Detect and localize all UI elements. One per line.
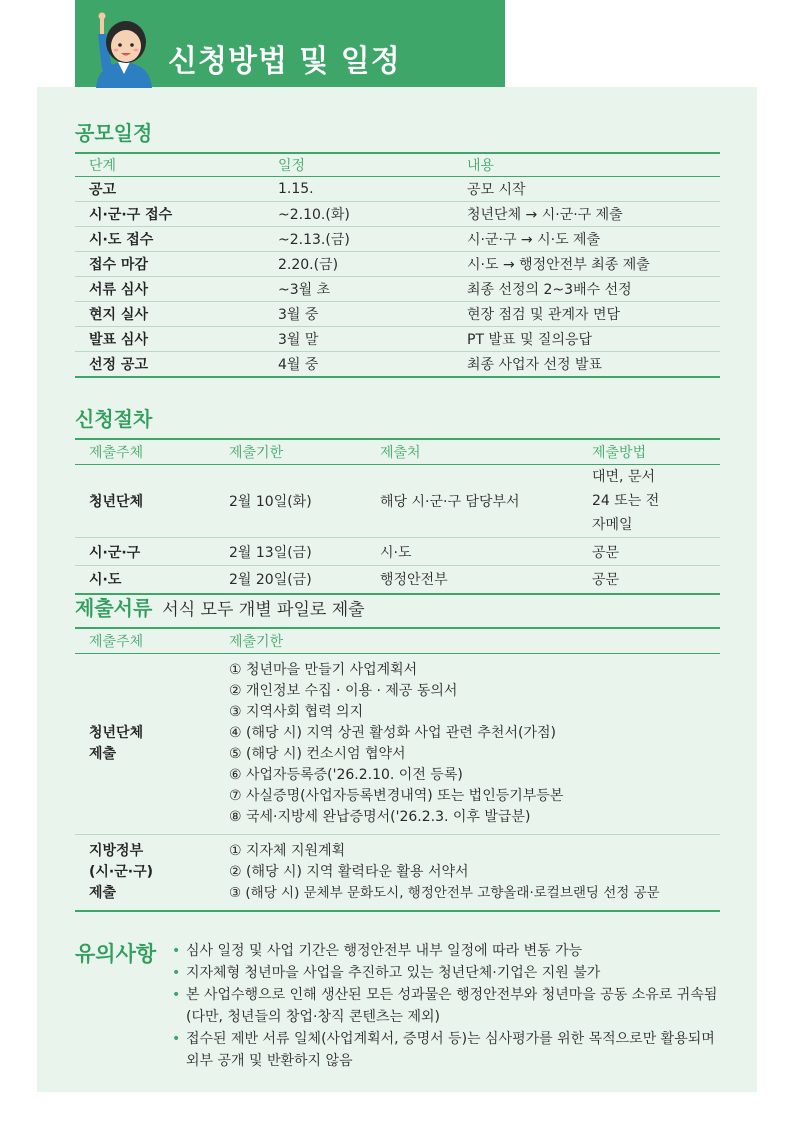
content-cell: 최종 선정의 2~3배수 선정 — [453, 277, 720, 302]
date-cell: 4월 중 — [264, 352, 453, 378]
procedure-table — [75, 438, 720, 595]
list-item: ③ 지역사회 협력 의지 — [229, 704, 364, 720]
document-list-cell — [215, 654, 720, 835]
column-header: 제출기한 — [215, 439, 366, 465]
table-row — [75, 327, 720, 352]
table-row — [75, 538, 720, 566]
date-cell: ~2.13.(금) — [264, 227, 453, 252]
table-row — [75, 465, 720, 538]
stage-cell: 시·도 접수 — [75, 227, 264, 252]
deadline-cell: 2월 10일(화) — [215, 465, 366, 538]
list-item: ② 개인정보 수집 · 이용 · 제공 동의서 — [229, 683, 458, 699]
stage-cell: 선정 공고 — [75, 352, 264, 378]
list-item: • 접수된 제반 서류 일체(사업계획서, 증명서 등)는 심사평가를 위한 목적으로만 활용되며 외부 공개 및 반환하지 않음 — [172, 1028, 732, 1072]
subject-line: 청년단체 — [89, 725, 144, 741]
subject-line: (시·군·구) — [89, 864, 154, 880]
document-list — [229, 660, 720, 828]
list-item: ⑥ 사업자등록증('26.2.10. 이전 등록) — [229, 767, 463, 783]
table-header-row — [75, 153, 720, 177]
stage-cell: 현지 실사 — [75, 302, 264, 327]
content-cell: PT 발표 및 질의응답 — [453, 327, 720, 352]
date-cell: ~2.10.(화) — [264, 202, 453, 227]
date-cell: 2.20.(금) — [264, 252, 453, 277]
list-item: • 본 사업수행으로 인해 생산된 모든 성과물은 행정안전부와 청년마을 공동 소유로 귀속됨(다만, 청년들의 창업·창직 콘텐츠는 제외) — [172, 984, 732, 1028]
list-item: ⑧ 국세·지방세 완납증명서('26.2.3. 이후 발급분) — [229, 809, 531, 825]
subject-cell — [75, 835, 215, 912]
date-cell: 3월 말 — [264, 327, 453, 352]
documents-title: 제출서류 — [75, 596, 153, 620]
table-row — [75, 177, 720, 202]
document-list-cell — [215, 835, 720, 912]
table-row — [75, 566, 720, 594]
documents-subtitle: 서식 모두 개별 파일로 제출 — [162, 600, 365, 620]
list-item: • 지자체형 청년마을 사업을 추진하고 있는 청년단체·기업은 지원 불가 — [172, 962, 732, 984]
subject-cell: 시·도 — [75, 566, 215, 594]
table-header-row — [75, 439, 720, 465]
content-cell: 현장 점검 및 관계자 면담 — [453, 302, 720, 327]
subject-line: 제출 — [89, 885, 117, 901]
schedule-table — [75, 152, 720, 378]
date-cell: ~3월 초 — [264, 277, 453, 302]
stage-cell: 접수 마감 — [75, 252, 264, 277]
subject-cell: 시·군·구 — [75, 538, 215, 566]
content-cell: 시·도 → 행정안전부 최종 제출 — [453, 252, 720, 277]
stage-cell: 공고 — [75, 177, 264, 202]
table-row — [75, 835, 720, 912]
table-header-row — [75, 628, 720, 654]
table-row — [75, 202, 720, 227]
column-header: 제출방법 — [578, 439, 720, 465]
column-header: 제출처 — [366, 439, 578, 465]
table-row — [75, 352, 720, 378]
table-row — [75, 302, 720, 327]
column-header: 일정 — [264, 153, 453, 177]
subject-cell — [75, 654, 215, 835]
column-header: 단계 — [75, 153, 264, 177]
list-item: ⑦ 사실증명(사업자등록변경내역) 또는 법인등기부등본 — [229, 788, 564, 804]
procedure-section-title: 신청절차 — [75, 407, 153, 431]
deadline-cell: 2월 13일(금) — [215, 538, 366, 566]
header-banner — [75, 0, 505, 87]
document-list — [229, 841, 720, 904]
content-cell: 청년단체 → 시·군·구 제출 — [453, 202, 720, 227]
stage-cell: 발표 심사 — [75, 327, 264, 352]
column-header: 내용 — [453, 153, 720, 177]
method-cell: 공문 — [578, 538, 720, 566]
content-cell: 공모 시작 — [453, 177, 720, 202]
destination-cell: 시·도 — [366, 538, 578, 566]
stage-cell: 시·군·구 접수 — [75, 202, 264, 227]
table-row — [75, 227, 720, 252]
list-item: ⑤ (해당 시) 컨소시엄 협약서 — [229, 746, 406, 762]
page-title: 신청방법 및 일정 — [168, 44, 401, 79]
table-row — [75, 654, 720, 835]
date-cell: 1.15. — [264, 177, 453, 202]
notes-list — [172, 940, 732, 1072]
schedule-section-title: 공모일정 — [75, 121, 153, 145]
stage-cell: 서류 심사 — [75, 277, 264, 302]
list-item: ② (해당 시) 지역 활력타운 활용 서약서 — [229, 864, 469, 880]
table-row — [75, 277, 720, 302]
notes-section-title: 유의사항 — [75, 942, 157, 966]
character-illustration — [92, 12, 156, 88]
documents-section-title — [75, 592, 365, 621]
column-header: 제출주체 — [75, 439, 215, 465]
destination-cell: 행정안전부 — [366, 566, 578, 594]
content-cell: 최종 사업자 선정 발표 — [453, 352, 720, 378]
table-row — [75, 252, 720, 277]
list-item: ① 지자체 지원계획 — [229, 843, 346, 859]
column-header: 제출기한 — [215, 628, 720, 654]
deadline-cell: 2월 20일(금) — [215, 566, 366, 594]
date-cell: 3월 중 — [264, 302, 453, 327]
documents-table — [75, 627, 720, 912]
method-cell: 대면, 문서24 또는 전자메일 — [578, 465, 720, 538]
list-item: • 심사 일정 및 사업 기간은 행정안전부 내부 일정에 따라 변동 가능 — [172, 940, 732, 962]
list-item: ④ (해당 시) 지역 상권 활성화 사업 관련 추천서(가점) — [229, 725, 556, 741]
column-header: 제출주체 — [75, 628, 215, 654]
destination-cell: 해당 시·군·구 담당부서 — [366, 465, 578, 538]
content-cell: 시·군·구 → 시·도 제출 — [453, 227, 720, 252]
list-item: ① 청년마을 만들기 사업계획서 — [229, 662, 418, 678]
list-item: ③ (해당 시) 문체부 문화도시, 행정안전부 고향올래·로컬브랜딩 선정 공문 — [229, 885, 660, 901]
method-cell: 공문 — [578, 566, 720, 594]
subject-cell: 청년단체 — [75, 465, 215, 538]
subject-line: 제출 — [89, 746, 117, 762]
subject-line: 지방정부 — [89, 843, 144, 859]
